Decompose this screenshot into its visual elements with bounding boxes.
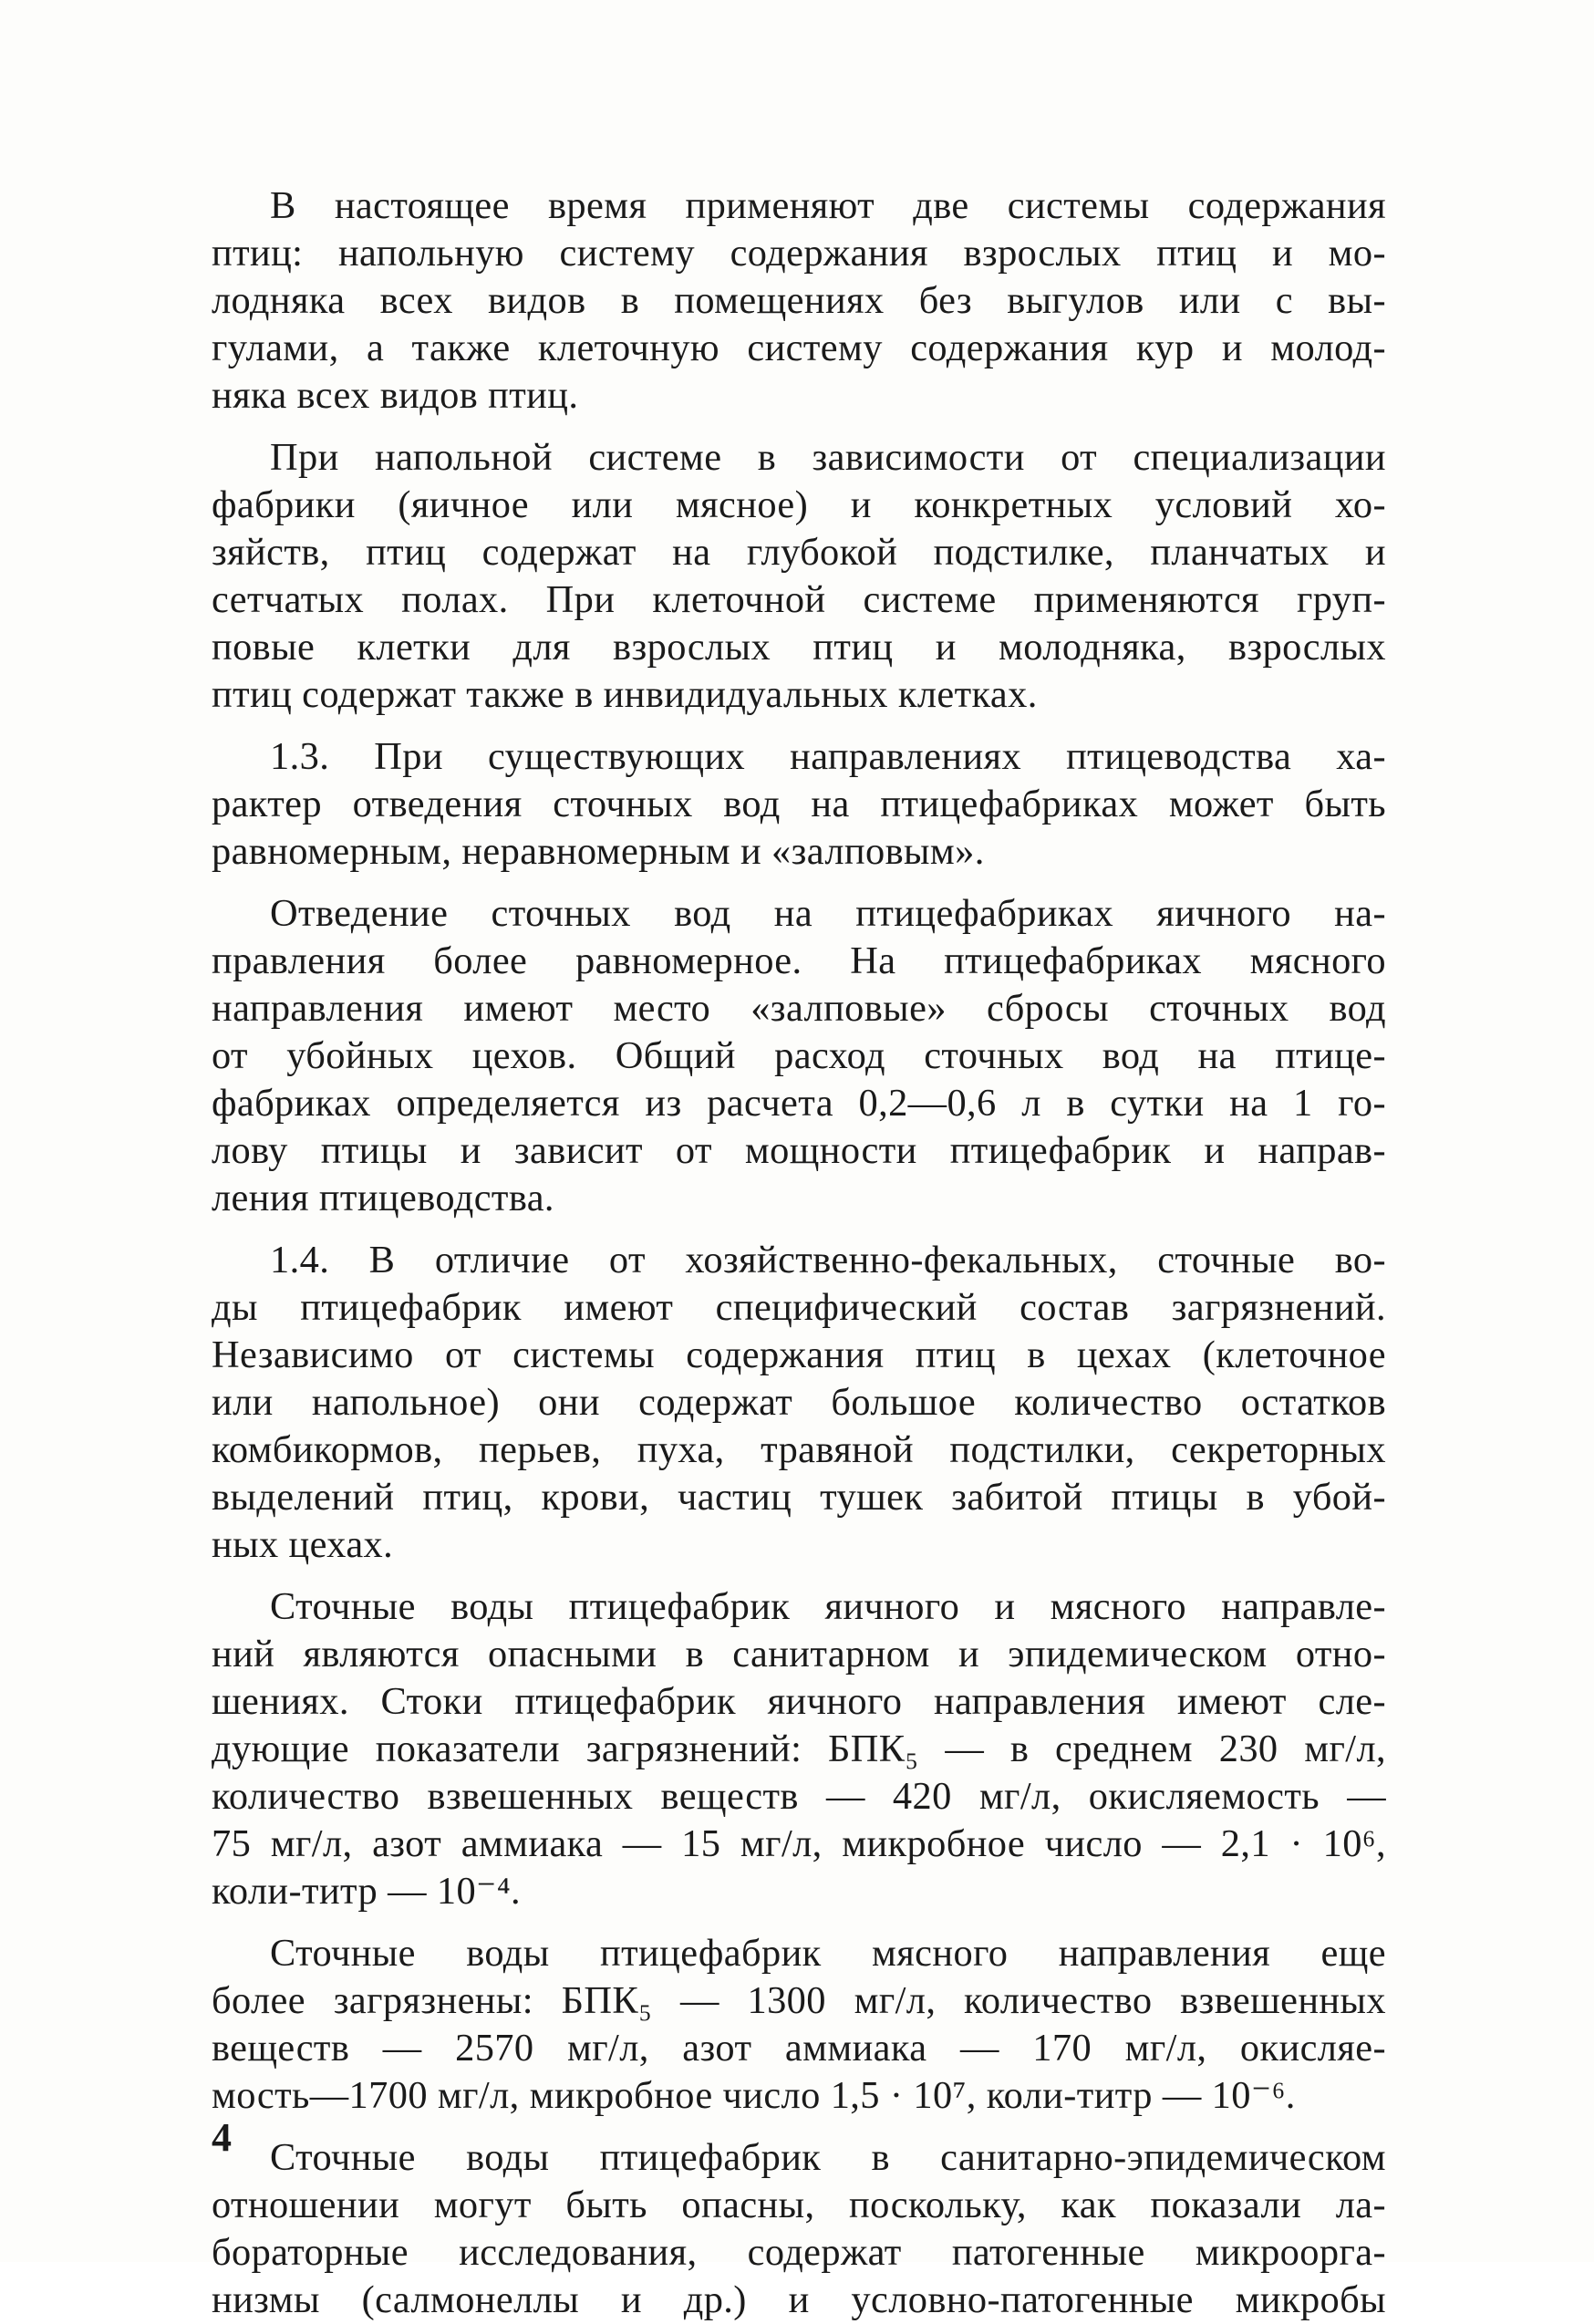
text-line: При напольной системе в зависимости от специализации	[270, 436, 1386, 479]
text-line: более загрязнены: БПК₅ — 1300 мг/л, количество взвешенных	[212, 1979, 1386, 2022]
text-line: ных цехах.	[212, 1523, 394, 1566]
text-line: лову птицы и зависит от мощности птицефабрик и направ-	[212, 1129, 1386, 1172]
paragraph	[212, 1930, 1386, 2120]
text-line: правления более равномерное. На птицефабриках мясного	[212, 939, 1386, 982]
text-line: коли-титр — 10⁻⁴.	[212, 1870, 522, 1913]
text-line: Сточные воды птицефабрик яичного и мясного направле-	[270, 1585, 1386, 1628]
text-line: комбикормов, перьев, пуха, травяной подстилки, секреторных	[212, 1428, 1386, 1471]
paragraph	[212, 434, 1386, 719]
text-line: гулами, а также клеточную систему содержания кур и молод-	[212, 327, 1386, 369]
text-line: ления птицеводства.	[212, 1177, 554, 1219]
text-line: повые клетки для взрослых птиц и молодняка, взрослых	[212, 626, 1386, 669]
text-line: шениях. Стоки птицефабрик яичного направления имеют сле-	[212, 1680, 1386, 1723]
text-line: В настоящее время применяют две системы содержания	[270, 184, 1386, 227]
text-line: рактер отведения сточных вод на птицефабриках может быть	[212, 783, 1386, 825]
text-line: няка всех видов птиц.	[212, 374, 579, 417]
text-line: ды птицефабрик имеют специфический состав загрязнений.	[212, 1286, 1386, 1329]
text-line: бораторные исследования, содержат патогенные микроорга-	[212, 2231, 1386, 2274]
text-line: зяйств, птиц содержат на глубокой подстилке, планчатых и	[212, 531, 1386, 574]
text-line: лодняка всех видов в помещениях без выгулов или с вы-	[212, 279, 1386, 322]
text-line: равномерным, неравномерным и «залповым».	[212, 830, 985, 873]
paragraph	[212, 1583, 1386, 1915]
paragraph	[212, 890, 1386, 1222]
text-line: Независимо от системы содержания птиц в цехах (клеточное	[212, 1333, 1386, 1376]
text-line: 1.4. В отличие от хозяйственно-фекальных, сточные во-	[270, 1239, 1386, 1281]
text-line: фабриках определяется из расчета 0,2—0,6 л в сутки на 1 го-	[212, 1082, 1386, 1125]
text-line: Сточные воды птицефабрик в санитарно-эпидемическом	[270, 2136, 1386, 2179]
text-line: дующие показатели загрязнений: БПК₅ — в среднем 230 мг/л,	[212, 1727, 1386, 1770]
text-line: веществ — 2570 мг/л, азот аммиака — 170 мг/л, окисляе-	[212, 2027, 1386, 2070]
text-line: или напольное) они содержат большое количество остатков	[212, 1381, 1386, 1424]
text-line: птиц: напольную систему содержания взрослых птиц и мо-	[212, 232, 1386, 275]
text-line: 75 мг/л, азот аммиака — 15 мг/л, микробное число — 2,1 · 10⁶,	[212, 1822, 1386, 1865]
paragraph	[212, 2134, 1386, 2324]
page-number: 4	[212, 2115, 232, 2160]
text-line: направления имеют место «залповые» сбросы сточных вод	[212, 987, 1386, 1030]
text-line: 1.3. При существующих направлениях птицеводства ха-	[270, 735, 1386, 778]
text-line: от убойных цехов. Общий расход сточных вод на птице-	[212, 1034, 1386, 1077]
text-line: низмы (салмонеллы и др.) и условно-патогенные микробы	[212, 2278, 1386, 2321]
text-line: птиц содержат также в инвидидуальных клетках.	[212, 673, 1038, 716]
text-line: Отведение сточных вод на птицефабриках яичного на-	[270, 892, 1386, 935]
text-line: сетчатых полах. При клеточной системе применяются груп-	[212, 578, 1386, 621]
paragraph	[212, 733, 1386, 876]
text-line: фабрики (яичное или мясное) и конкретных условий хо-	[212, 483, 1386, 526]
text-line: количество взвешенных веществ — 420 мг/л, окисляемость —	[212, 1775, 1386, 1818]
text-line: отношении могут быть опасны, поскольку, как показали ла-	[212, 2184, 1386, 2226]
text-line: Сточные воды птицефабрик мясного направления еще	[270, 1932, 1386, 1975]
paragraph	[212, 1237, 1386, 1569]
paragraph	[212, 182, 1386, 420]
text-line: выделений птиц, крови, частиц тушек забитой птицы в убой-	[212, 1476, 1386, 1519]
text-line: ний являются опасными в санитарном и эпидемическом отно-	[212, 1633, 1386, 1676]
text-line: мость—1700 мг/л, микробное число 1,5 · 10⁷, коли-титр — 10⁻⁶.	[212, 2074, 1296, 2117]
page-body	[212, 182, 1386, 2324]
